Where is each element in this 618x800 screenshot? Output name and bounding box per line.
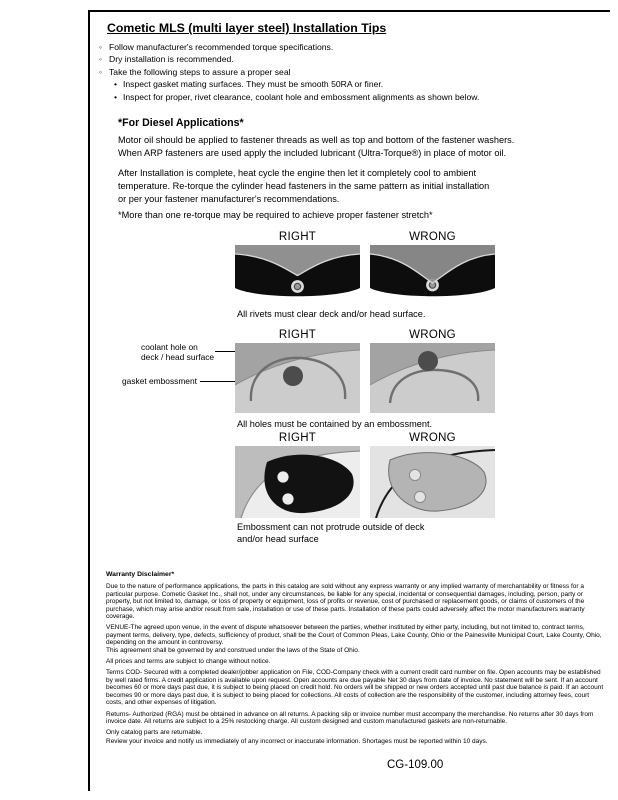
wrong-label-row1: WRONG [409, 231, 456, 243]
embossment-right-illustration [235, 343, 360, 413]
coolant-hole-label [141, 343, 214, 363]
warranty-paragraph: Due to the nature of performance applications, the parts in this catalog are sold without any express warranty or any implied warranty of merchantability or fitness for a particular purpose. Cometic Gasket Inc., shall not, under any circumstances, be liable for any special, incidental or consequential damages, including, person, party or property, but not limited to, damage, or loss of property or equipment, loss of profits or revenue, cost of purchased or replacement goods, or claims of customers of the purchase, which may arise and/or result from sale, installation or use of these parts. Installation of these parts could adversely affect the motor manufacturers warranty coverage. [106, 583, 585, 621]
paragraph-line: Motor oil should be applied to fastener threads as well as top and bottom of the fastener washers. [118, 135, 515, 145]
wrong-label-row2: WRONG [409, 329, 456, 341]
tip-item [99, 53, 479, 65]
rivet-right-illustration [235, 245, 360, 302]
tip-text: Inspect gasket mating surfaces. They must be smooth 50RA or finer. [123, 79, 384, 90]
warranty-paragraph: Terms COD- Secured with a completed dealer/jobber application on File, COD-Company check with a current credit card number on file. Open accounts may be established by well rated firms. A credit application is available upon request. Open accounts are due payable Net 30 days from date of invoice. No statement will be sent. If an account becomes 60 or more days past due, it is subject to being placed on credit hold. No orders will be shipped or new orders accepted until past due balance is paid. If an account becomes 90 or more days past due, it is subject to being placed for collections. All costs of collection are the responsibility of the customer, including attorney fees, court costs, and other expenses of litigation. [106, 669, 604, 707]
rivet-wrong-illustration [370, 245, 495, 302]
circle-bullet-icon: ◦ [99, 54, 103, 65]
tip-item [99, 41, 479, 53]
paragraph-line: or per your fastener manufacturer's recommendations. [118, 193, 340, 204]
holes-caption: All holes must be contained by an embossment. [237, 419, 433, 429]
circle-bullet-icon: ◦ [99, 42, 103, 52]
warranty-paragraph: Only catalog parts are returnable. [106, 729, 203, 737]
diesel-paragraph-2 [118, 167, 489, 205]
protrusion-caption [237, 521, 424, 545]
rivet-caption: All rivets must clear deck and/or head surface. [237, 309, 426, 319]
gasket-embossment-label: gasket embossment [122, 376, 197, 386]
warranty-paragraph: All prices and terms are subject to change without notice. [106, 658, 271, 666]
embossment-wrong-illustration [370, 343, 495, 413]
right-label-row3: RIGHT [278, 432, 317, 444]
installation-tips-list [99, 41, 479, 103]
warranty-paragraph: VENUE-The agreed upon venue, in the event of dispute whatsoever between the parties, whether instituted by either party, including, but not limited to, contract terms, payment terms, delivery, type, defects, sufficiency of product, shall be the Court of Common Pleas, Lake County, Ohio or the Painesville Municipal Court, Lake County, Ohio, depending on the amount in controversy. [106, 624, 602, 647]
tip-item [99, 66, 479, 78]
tip-text: Inspect for proper, rivet clearance, coolant hole and embossment alignments as shown below. [123, 91, 480, 102]
dot-bullet-icon: • [114, 79, 118, 90]
warranty-paragraph: Review your invoice and notify us immediately of any incorrect or inaccurate information. Shortages must be reported within 10 days. [106, 737, 488, 745]
protrusion-right-illustration [235, 446, 360, 518]
protrusion-caption-line1: Embossment can not protrude outside of deck [237, 522, 425, 532]
coolant-hole-label-line2: deck / head surface [141, 351, 215, 362]
circle-bullet-icon: ◦ [99, 66, 103, 77]
rivet-clearance-right-diagram [235, 245, 360, 302]
tip-sub-item [114, 91, 479, 103]
diesel-paragraph-1 [118, 134, 514, 160]
wrong-label-row3: WRONG [409, 432, 456, 444]
page-title: Cometic MLS (multi layer steel) Installation Tips [107, 21, 387, 35]
warranty-heading: Warranty Disclaimer* [106, 571, 175, 578]
warranty-paragraph: This agreement shall be governed by and construed under the laws of the State of Ohio. [106, 646, 360, 654]
embossment-wrong-diagram [370, 343, 495, 413]
protrusion-caption-line2: and/or head surface [237, 534, 319, 544]
retorque-note: *More than one re-torque may be required to achieve proper fastener stretch* [118, 210, 433, 220]
paragraph-line: After Installation is complete, heat cycle the engine then let it completely cool to ambient [118, 168, 476, 178]
right-label-row1: RIGHT [278, 231, 317, 243]
tip-text: Follow manufacturer's recommended torque specifications. [109, 42, 334, 52]
protrusion-wrong-illustration [370, 446, 495, 518]
dot-bullet-icon: • [114, 91, 118, 102]
tip-sub-item [114, 78, 479, 90]
warranty-disclaimer-section [106, 571, 606, 749]
catalog-page-code: CG-109.00 [387, 759, 444, 771]
rivet-clearance-wrong-diagram [370, 245, 495, 302]
paragraph-line: temperature. Re-torque the cylinder head fasteners in the same pattern as initial installation [118, 180, 490, 191]
paragraph-line: When ARP fasteners are used apply the included lubricant (Ultra-Torque®) in place of motor oil. [118, 147, 507, 158]
protrusion-wrong-diagram [370, 446, 495, 518]
embossment-right-diagram [235, 343, 360, 413]
tip-text: Dry installation is recommended. [109, 54, 234, 65]
tip-text: Take the following steps to assure a proper seal [109, 66, 291, 77]
right-label-row2: RIGHT [278, 329, 317, 341]
diesel-applications-heading: *For Diesel Applications* [118, 117, 244, 129]
protrusion-right-diagram [235, 446, 360, 518]
warranty-paragraph: Returns- Authorized (RGA) must be obtained in advance on all returns. A packing slip or invoice number must accompany the merchandise. No returns after 30 days from invoice date. All returns are subject to a 25% restocking charge. All custom designed and custom manufactured gaskets are non-returnable. [106, 710, 594, 725]
coolant-hole-label-line1: coolant hole on [141, 342, 198, 352]
